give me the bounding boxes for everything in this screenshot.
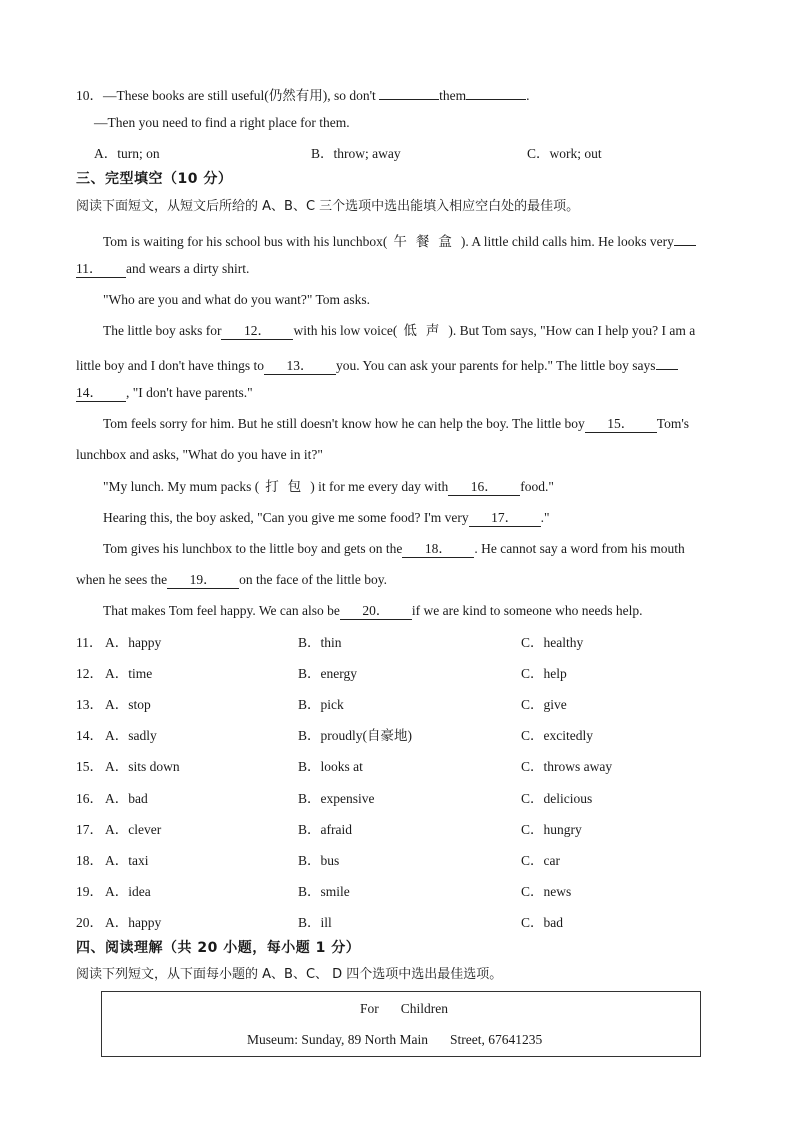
passage-line: The little boy asks for 12． with his low voice( 低声). But Tom says, "How can I help you? I am a xyxy=(103,323,696,339)
passage-line: Tom is waiting for his school bus with his lunchbox( 午餐盒). A little child calls him. He looks very xyxy=(103,229,696,251)
passage-line: Tom feels sorry for him. But he still doesn't know how he can help the boy. The little boy 15． Tom's xyxy=(103,416,690,431)
option-a[interactable]: A．happy xyxy=(105,635,162,650)
option-a[interactable]: A．idea xyxy=(105,884,151,899)
blank-11-lead[interactable] xyxy=(674,229,696,246)
q10-option-a[interactable]: A．turn; on xyxy=(94,146,160,161)
q10-blank-1[interactable] xyxy=(379,83,439,100)
blank-13[interactable]: 13． xyxy=(264,358,336,375)
question-row: 15． xyxy=(76,759,103,774)
question-row: 13． xyxy=(76,697,103,712)
option-c[interactable]: C．healthy xyxy=(521,635,584,650)
q10-line2: —Then you need to find a right place for them. xyxy=(94,115,350,130)
option-c[interactable]: C．news xyxy=(521,884,572,899)
option-a[interactable]: A．taxi xyxy=(105,853,149,868)
question-row: 18． xyxy=(76,853,103,868)
passage-line: Tom gives his lunchbox to the little boy and gets on the 18． . He cannot say a word from his mouth xyxy=(103,541,685,556)
option-b[interactable]: B．looks at xyxy=(298,759,363,774)
passage-line: lunchbox and asks, "What do you have in it?" xyxy=(76,447,323,462)
question-row: 19． xyxy=(76,884,103,899)
blank-17[interactable]: 17． xyxy=(469,510,541,527)
option-b[interactable]: B．pick xyxy=(298,697,344,712)
option-c[interactable]: C．delicious xyxy=(521,791,593,806)
option-b[interactable]: B．afraid xyxy=(298,822,352,837)
box-line: Museum: Sunday, 89 North Main Street, 67641235 xyxy=(247,1032,543,1047)
blank-15[interactable]: 15． xyxy=(585,416,657,433)
question-row: 12． xyxy=(76,666,103,681)
option-a[interactable]: A．clever xyxy=(105,822,162,837)
blank-12[interactable]: 12． xyxy=(221,323,293,340)
blank-20[interactable]: 20． xyxy=(340,603,412,620)
section3-instruction: 阅读下面短文，从短文后所给的 A、B、C 三个选项中选出能填入相应空白处的最佳项。 xyxy=(76,199,580,214)
option-a[interactable]: A．bad xyxy=(105,791,148,806)
q10-option-b[interactable]: B．throw; away xyxy=(311,146,401,161)
blank-14-lead[interactable] xyxy=(656,353,678,370)
option-b[interactable]: B．bus xyxy=(298,853,340,868)
section4-heading: 四、阅读理解（共 20 小题，每小题 1 分） xyxy=(76,940,361,956)
option-c[interactable]: C．excitedly xyxy=(521,728,593,743)
option-a[interactable]: A．time xyxy=(105,666,153,681)
option-a[interactable]: A．happy xyxy=(105,915,162,930)
option-b[interactable]: B．proudly(自豪地) xyxy=(298,728,412,743)
option-b[interactable]: B．ill xyxy=(298,915,332,930)
question-row: 20． xyxy=(76,915,103,930)
section4-instruction: 阅读下列短文，从下面每小题的 A、B、C、 D 四个选项中选出最佳选项。 xyxy=(76,967,503,982)
blank-19[interactable]: 19． xyxy=(167,572,239,589)
passage-line: little boy and I don't have things to 13． you. You can ask your parents for help." The little boy says xyxy=(76,353,678,375)
section3-heading: 三、完型填空（10 分） xyxy=(76,171,233,187)
cloze-options xyxy=(0,634,794,944)
blank-16[interactable]: 16． xyxy=(448,479,520,496)
passage-line: That makes Tom feel happy. We can also be 20． if we are kind to someone who needs help. xyxy=(103,603,643,618)
blank-11[interactable]: 11． xyxy=(76,261,126,278)
passage-line: 14． , "I don't have parents." xyxy=(76,385,253,400)
question-row: 17． xyxy=(76,822,103,837)
q10-option-c[interactable]: C．work; out xyxy=(527,146,602,161)
passage-line: 11． and wears a dirty shirt. xyxy=(76,261,250,276)
q10-blank-2[interactable] xyxy=(466,83,526,100)
option-c[interactable]: C．throws away xyxy=(521,759,613,774)
option-c[interactable]: C．hungry xyxy=(521,822,582,837)
option-b[interactable]: B．expensive xyxy=(298,791,375,806)
passage-line: "My lunch. My mum packs ( 打包) it for me every day with 16． food." xyxy=(103,479,554,495)
q10-stem: 10．—These books are still useful(仍然有用), so don't them . xyxy=(76,83,530,105)
question-row: 11． xyxy=(76,635,103,650)
option-b[interactable]: B．thin xyxy=(298,635,342,650)
passage-line: Hearing this, the boy asked, "Can you give me some food? I'm very 17． ." xyxy=(103,510,550,525)
option-c[interactable]: C．help xyxy=(521,666,567,681)
option-a[interactable]: A．sadly xyxy=(105,728,157,743)
blank-14[interactable]: 14． xyxy=(76,385,126,402)
option-c[interactable]: C．bad xyxy=(521,915,563,930)
passage-line: "Who are you and what do you want?" Tom asks. xyxy=(103,292,371,307)
option-b[interactable]: B．smile xyxy=(298,884,350,899)
option-b[interactable]: B．energy xyxy=(298,666,357,681)
question-row: 14． xyxy=(76,728,103,743)
option-c[interactable]: C．give xyxy=(521,697,567,712)
blank-18[interactable]: 18． xyxy=(402,541,474,558)
question-row: 16． xyxy=(76,791,103,806)
passage-line: when he sees the 19． on the face of the little boy. xyxy=(76,572,388,587)
option-a[interactable]: A．sits down xyxy=(105,759,180,774)
option-c[interactable]: C．car xyxy=(521,853,560,868)
reading-box xyxy=(101,991,701,1057)
option-a[interactable]: A．stop xyxy=(105,697,151,712)
box-title: For Children xyxy=(360,1001,449,1016)
